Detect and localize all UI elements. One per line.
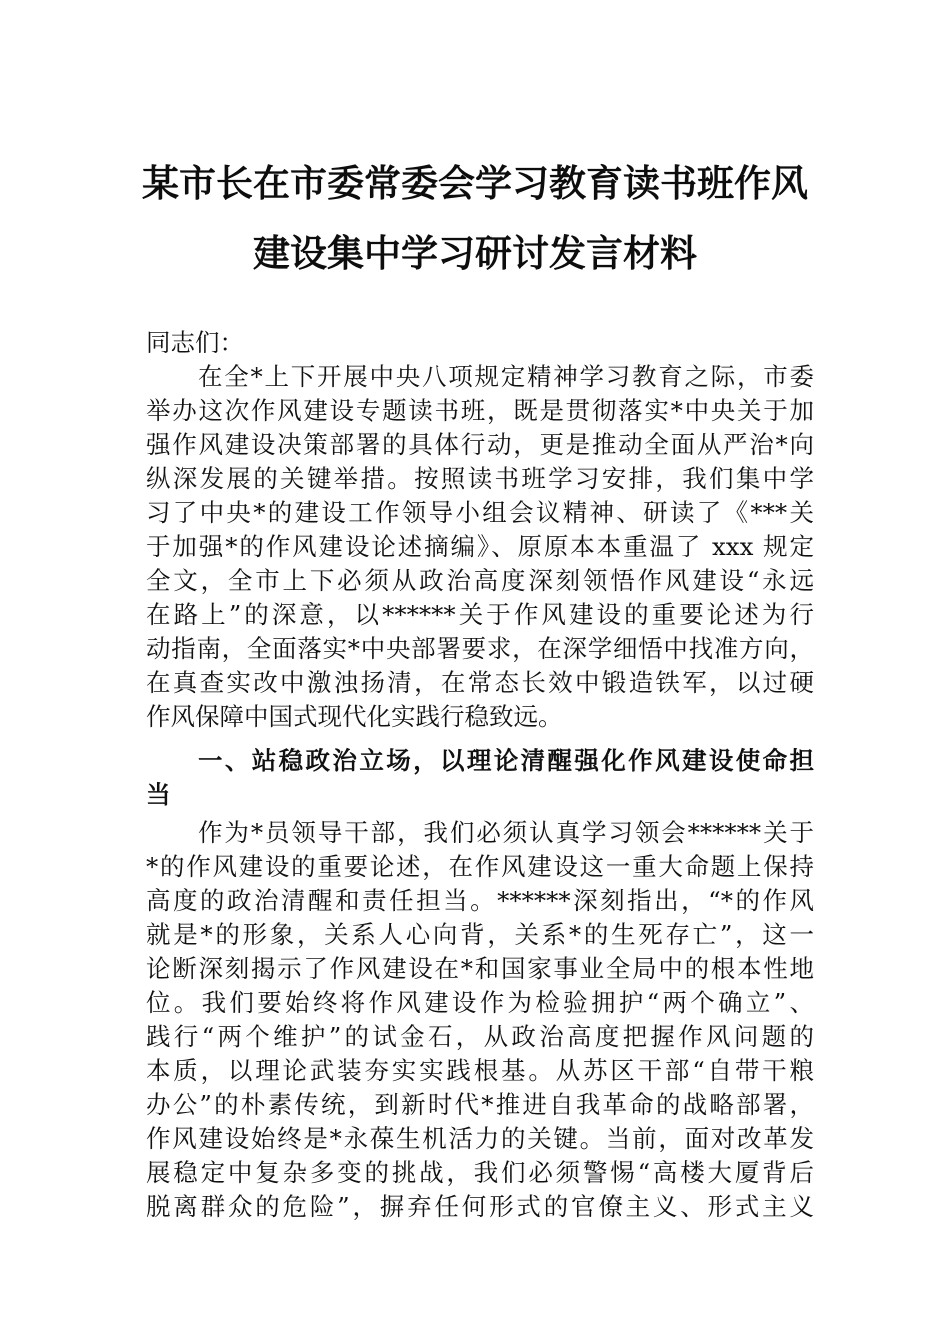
- paragraph-1-line: 作风保障中国式现代化实践行稳致远。: [146, 702, 563, 731]
- paragraph-2-line: 践行“两个维护”的试金石，从政治高度把握作风问题的: [146, 1022, 814, 1051]
- paragraph-2-line: 脱离群众的危险”，摒弃任何形式的官僚主义、形式主义: [146, 1192, 814, 1221]
- section-heading: 当: [146, 780, 171, 809]
- paragraph-2-line: 就是*的形象，关系人心向背，关系*的生死存亡”，这一: [146, 920, 814, 949]
- paragraph-2-line: 本质，以理论武装夯实实践根基。从苏区干部“自带干粮: [146, 1056, 814, 1085]
- paragraph-2-line: 论断深刻揭示了作风建设在*和国家事业全局中的根本性地: [146, 954, 814, 983]
- paragraph-2-line: 作为*员领导干部，我们必须认真学习领会******关于: [198, 818, 814, 847]
- section-heading: 一、站稳政治立场，以理论清醒强化作风建设使命担: [198, 746, 814, 775]
- document-title-line-2: 建设集中学习研讨发言材料: [253, 231, 697, 275]
- document-title-line-1: 某市长在市委常委会学习教育读书班作风: [142, 161, 808, 205]
- paragraph-2-line: *的作风建设的重要论述，在作风建设这一重大命题上保持: [146, 852, 814, 881]
- paragraph-1-line: 在路上”的深意，以******关于作风建设的重要论述为行: [146, 600, 814, 629]
- paragraph-1-line: 在全*上下开展中央八项规定精神学习教育之际，市委: [198, 362, 814, 391]
- paragraph-2-line: 高度的政治清醒和责任担当。******深刻指出，“*的作风: [146, 886, 814, 915]
- paragraph-2-line: 办公”的朴素传统，到新时代*推进自我革命的战略部署，: [146, 1090, 814, 1119]
- paragraph-1-line: 全文，全市上下必须从政治高度深刻领悟作风建设“永远: [146, 566, 814, 595]
- paragraph-2-line: 作风建设始终是*永葆生机活力的关键。当前，面对改革发: [146, 1124, 814, 1153]
- paragraph-1-line: 动指南，全面落实*中央部署要求，在深学细悟中找准方向，: [146, 634, 814, 663]
- paragraph-1-line: 举办这次作风建设专题读书班，既是贯彻落实*中央关于加: [146, 396, 814, 425]
- paragraph-1-line: 强作风建设决策部署的具体行动，更是推动全面从严治*向: [146, 430, 814, 459]
- paragraph-1-line: 于加强*的作风建设论述摘编》、原原本本重温了 xxx 规定: [146, 532, 814, 561]
- paragraph-1-line: 纵深发展的关键举措。按照读书班学习安排，我们集中学: [146, 464, 814, 493]
- paragraph-2-line: 位。我们要始终将作风建设作为检验拥护“两个确立”、: [146, 988, 814, 1017]
- paragraph-2-line: 展稳定中复杂多变的挑战，我们必须警惕“高楼大厦背后: [146, 1158, 814, 1187]
- salutation: 同志们：: [146, 328, 244, 357]
- paragraph-1-line: 习了中央*的建设工作领导小组会议精神、研读了《***关: [146, 498, 814, 527]
- paragraph-1-line: 在真查实改中激浊扬清，在常态长效中锻造铁军，以过硬: [146, 668, 814, 697]
